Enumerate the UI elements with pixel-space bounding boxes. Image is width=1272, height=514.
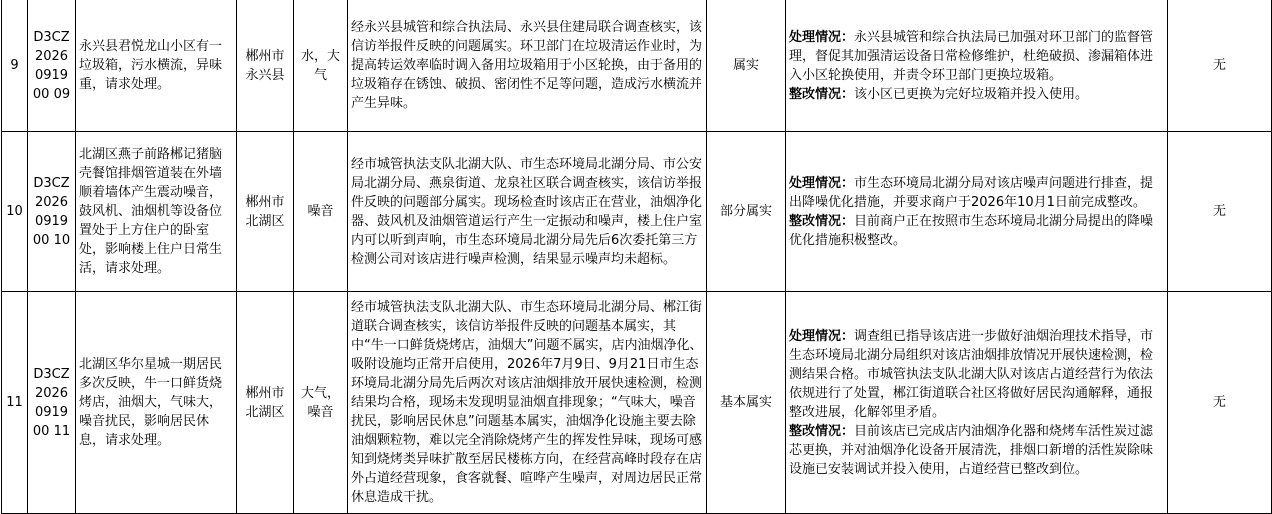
- row-number: 11: [2, 292, 28, 514]
- complaint-table: [1, 0, 1272, 514]
- case-code: D3CZ2026091900 09: [28, 0, 76, 132]
- rectification-label: 整改情况：: [789, 86, 855, 102]
- rectification-text: 目前该店已完成店内油烟净化器和烧烤车活性炭过滤芯更换，并对油烟净化设备开展清洗，排烟口新增的活性炭除味设施已安装调试并投入使用，占道经营已整改到位。: [789, 423, 1154, 477]
- handling-cell: [786, 292, 1168, 514]
- pollution-type: 水，大气: [294, 0, 348, 132]
- handling-label: 处理情况：: [789, 29, 855, 45]
- case-code: D3CZ2026091900 11: [28, 292, 76, 514]
- handling-paragraph: [789, 28, 1164, 85]
- accountability: 无: [1168, 292, 1272, 514]
- row-number: 9: [2, 0, 28, 132]
- table-row: [2, 0, 1272, 132]
- rectification-paragraph: [789, 212, 1164, 250]
- accountability: 无: [1168, 0, 1272, 132]
- rectification-text: 该小区已更换为完好垃圾箱并投入使用。: [854, 86, 1089, 102]
- verification-text: 经市城管执法支队北湖大队、市生态环境局北湖分局、郴江街道联合调查核实，该信访举报件反映的问题基本属实，其中“牛一口鲜货烧烤店，油烟大”问题不属实，店内油烟净化、吸附设施均正常开启使用，2026年7月9日、9月21日市生态环境局北湖分局先后两次对该店油烟排放开展快速检测，检测结果均合格，现场未发现明显油烟直排现象；“气味大，噪音扰民，影响居民休息”问题基本属实，油烟净化设施主要去除油烟颗粒物，难以完全消除烧烤产生的挥发性异味，现场可感知到烧烤类异味扩散至居民楼栋方向，在经营高峰时段存在店外占道经营现象，食客就餐、喧哗产生噪声，对周边居民正常休息造成干扰。: [348, 292, 707, 514]
- rectification-label: 整改情况：: [789, 423, 855, 439]
- pollution-type: 大气，噪音: [294, 292, 348, 514]
- accountability: 无: [1168, 132, 1272, 292]
- handling-label: 处理情况：: [789, 328, 855, 344]
- admin-area: 郴州市北湖区: [237, 292, 294, 514]
- rectification-paragraph: [789, 422, 1164, 479]
- case-code: D3CZ2026091900 10: [28, 132, 76, 292]
- handling-text: 市生态环境局北湖分局对该店噪声问题进行排查，提出降噪优化措施，并要求商户于2026年10月1日前完成整改。: [789, 175, 1154, 210]
- rectification-text: 目前商户正在按照市生态环境局北湖分局提出的降噪优化措施积极整改。: [789, 213, 1154, 248]
- complaint-content: 永兴县君悦龙山小区有一垃圾箱，污水横流，异味重，请求处理。: [76, 0, 237, 132]
- rectification-label: 整改情况：: [789, 213, 855, 229]
- handling-cell: [786, 132, 1168, 292]
- handling-text: 调查组已指导该店进一步做好油烟治理技术指导，市生态环境局北湖分局组织对该店油烟排放情况开展快速检测，检测结果合格。市城管执法支队北湖大队对该店占道经营行为依法依规进行了处置，郴江街道联合社区将做好居民沟通解释，通报整改进展，化解邻里矛盾。: [789, 328, 1154, 420]
- admin-area: 郴州市北湖区: [237, 132, 294, 292]
- handling-label: 处理情况：: [789, 175, 855, 191]
- row-number: 10: [2, 132, 28, 292]
- table-row: [2, 292, 1272, 514]
- verification-text: 经永兴县城管和综合执法局、永兴县住建局联合调查核实，该信访举报件反映的问题属实。环卫部门在垃圾清运作业时，为提高转运效率临时调入备用垃圾箱用于小区轮换，由于备用的垃圾箱存在锈蚀、破损、密闭性不足等问题，造成污水横流并产生异味。: [348, 0, 707, 132]
- table-row: [2, 132, 1272, 292]
- complaint-content: 北湖区燕子前路郴记猪脑壳餐馆排烟管道装在外墙顺着墙体产生震动噪音，鼓风机、油烟机等设备位置处于上方住户的卧室处，影响楼上住户日常生活，请求处理。: [76, 132, 237, 292]
- complaint-content: 北湖区华尔星城一期居民多次反映，牛一口鲜货烧烤店，油烟大，气味大，噪音扰民，影响居民休息，请求处理。: [76, 292, 237, 514]
- handling-text: 永兴县城管和综合执法局已加强对环卫部门的监督管理，督促其加强清运设备日常检修维护，杜绝破损、渗漏箱体进入小区轮换使用，并责令环卫部门更换垃圾箱。: [789, 29, 1154, 83]
- verification-result: 属实: [707, 0, 786, 132]
- admin-area: 郴州市永兴县: [237, 0, 294, 132]
- verification-result: 基本属实: [707, 292, 786, 514]
- rectification-paragraph: [789, 85, 1164, 104]
- handling-paragraph: [789, 327, 1164, 422]
- verification-text: 经市城管执法支队北湖大队、市生态环境局北湖分局、市公安局北湖分局、燕泉街道、龙泉社区联合调查核实，该信访举报件反映的问题部分属实。现场检查时该店正在营业，油烟净化器、鼓风机及油烟管道运行产生一定振动和噪声，楼上住户室内可以听到声响，市生态环境局北湖分局先后6次委托第三方检测公司对该店进行噪声检测，结果显示噪声均未超标。: [348, 132, 707, 292]
- verification-result: 部分属实: [707, 132, 786, 292]
- handling-paragraph: [789, 174, 1164, 212]
- pollution-type: 噪音: [294, 132, 348, 292]
- handling-cell: [786, 0, 1168, 132]
